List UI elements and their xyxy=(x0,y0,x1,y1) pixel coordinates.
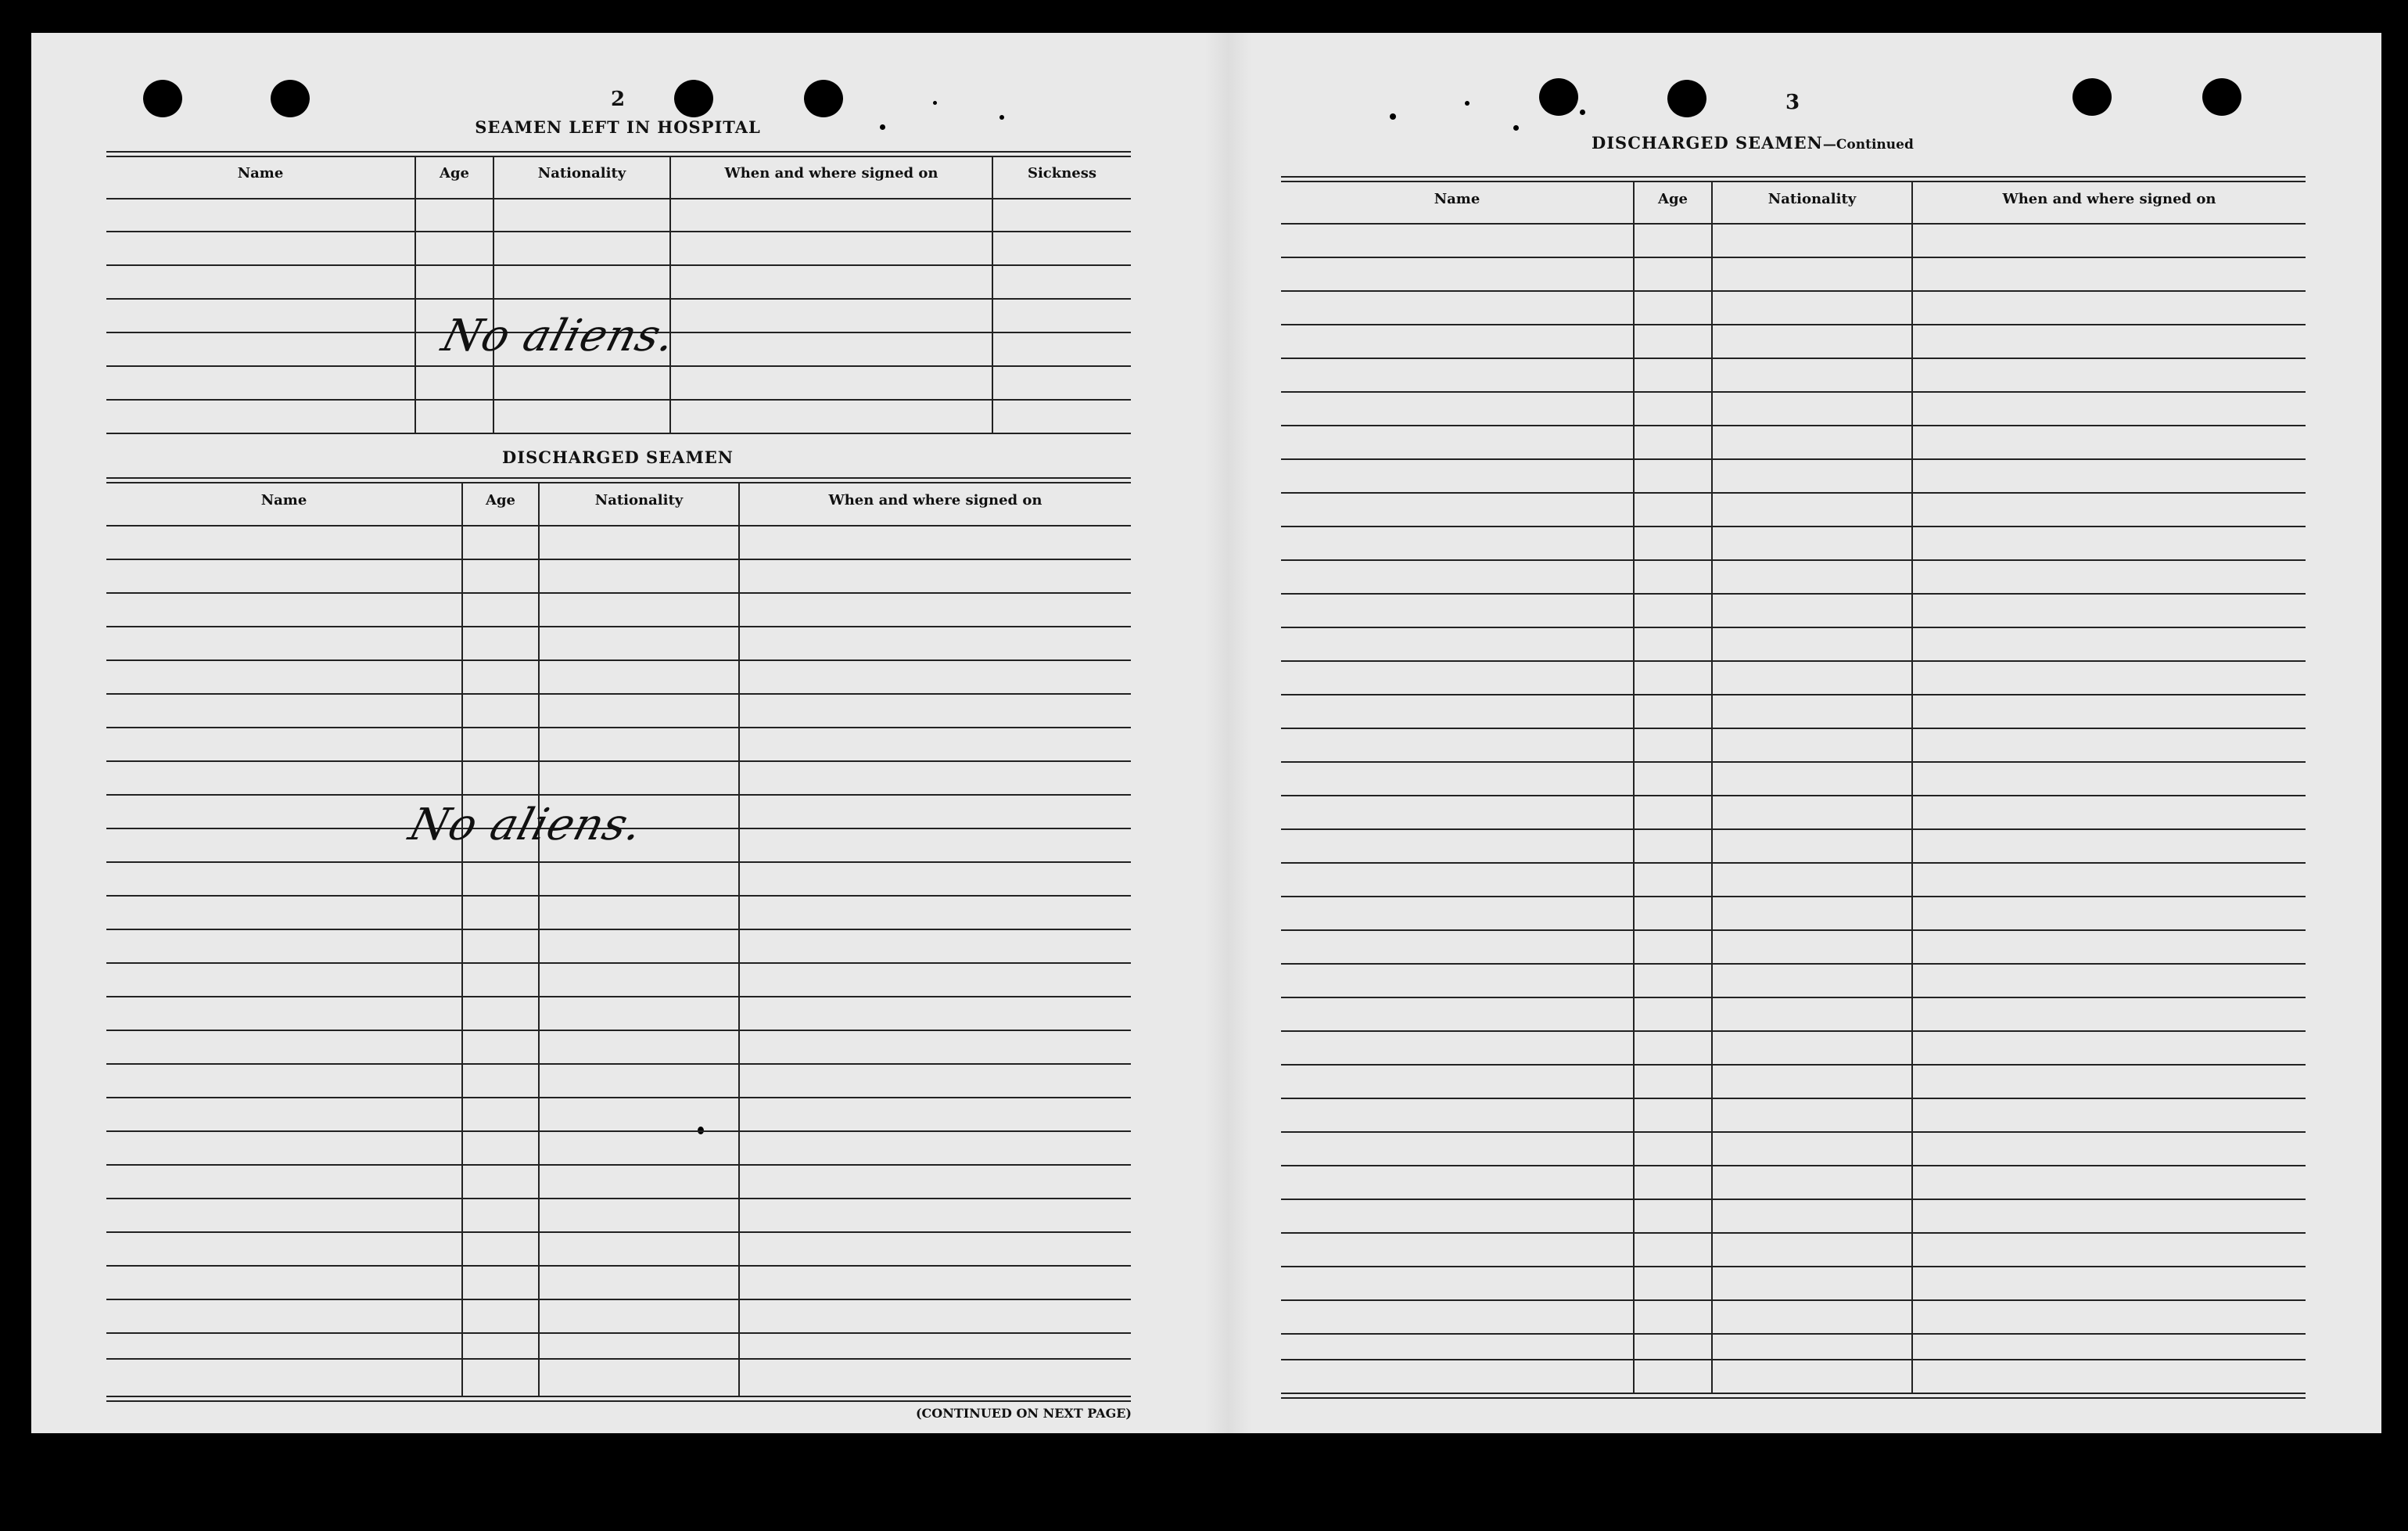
table-rule xyxy=(1281,828,2306,830)
column-divider xyxy=(493,156,494,434)
continued-suffix: —Continued xyxy=(1822,137,1914,153)
table-rule xyxy=(106,482,1131,483)
table-rule xyxy=(106,399,1131,401)
table-rule xyxy=(106,156,1131,157)
table-rule xyxy=(106,1400,1131,1402)
punch-hole xyxy=(674,80,713,117)
table-rule xyxy=(106,760,1131,762)
column-divider xyxy=(738,482,740,1396)
table-rule xyxy=(106,231,1131,232)
table-rule xyxy=(1281,627,2306,628)
table-rule xyxy=(106,1030,1131,1031)
table-rule xyxy=(1281,728,2306,729)
table-rule xyxy=(1281,1030,2306,1032)
table-rule xyxy=(106,659,1131,661)
column-header-age: Age xyxy=(1657,191,1688,207)
ink-speck xyxy=(1390,113,1396,120)
column-divider xyxy=(1711,181,1713,1393)
punch-hole xyxy=(1667,80,1706,117)
ink-speck xyxy=(1513,125,1519,131)
column-divider xyxy=(538,482,540,1396)
table-rule xyxy=(106,861,1131,863)
table-rule xyxy=(106,693,1131,695)
table-rule xyxy=(1281,257,2306,258)
column-header-name: Name xyxy=(260,492,307,509)
punch-hole xyxy=(271,80,310,117)
table-rule xyxy=(1281,660,2306,662)
table-rule xyxy=(1281,929,2306,931)
table-rule xyxy=(1281,458,2306,460)
table-rule xyxy=(106,559,1131,560)
table-rule xyxy=(1281,795,2306,796)
table-rule xyxy=(1281,694,2306,695)
table-rule xyxy=(106,1063,1131,1065)
column-header-signed-on: When and where signed on xyxy=(828,492,1043,509)
ink-speck xyxy=(1465,101,1470,106)
table-rule xyxy=(1281,963,2306,965)
table-rule xyxy=(1281,1299,2306,1301)
column-divider xyxy=(1633,181,1635,1393)
table-rule xyxy=(106,264,1131,266)
table-rule xyxy=(1281,176,2306,178)
column-header-signed-on: When and where signed on xyxy=(724,165,938,181)
column-divider xyxy=(669,156,671,434)
page-fold xyxy=(1204,33,1251,1433)
table-rule xyxy=(106,1358,1131,1360)
table-rule xyxy=(1281,358,2306,359)
table-rule xyxy=(106,962,1131,964)
table-rule xyxy=(1281,324,2306,325)
table-rule xyxy=(106,151,1131,153)
ink-speck xyxy=(933,101,937,105)
column-divider xyxy=(414,156,416,434)
column-divider xyxy=(1911,181,1913,1393)
column-header-signed-on: When and where signed on xyxy=(2002,191,2216,207)
table-rule xyxy=(106,1198,1131,1199)
punch-hole xyxy=(2202,78,2241,116)
table-rule xyxy=(106,1332,1131,1334)
table-rule xyxy=(1281,223,2306,225)
discharged-title-text: DISCHARGED SEAMEN xyxy=(1592,133,1823,153)
table-rule xyxy=(106,365,1131,367)
table-rule xyxy=(106,477,1131,479)
table-rule xyxy=(1281,1393,2306,1394)
column-header-nationality: Nationality xyxy=(537,165,626,181)
table-rule xyxy=(106,1299,1131,1300)
table-rule xyxy=(1281,181,2306,182)
table-rule xyxy=(1281,1131,2306,1133)
page-number-left: 2 xyxy=(611,88,626,111)
punch-hole xyxy=(1539,78,1578,116)
table-rule xyxy=(106,996,1131,997)
table-rule xyxy=(106,626,1131,627)
table-rule xyxy=(106,727,1131,728)
table-rule xyxy=(1281,526,2306,527)
column-header-nationality: Nationality xyxy=(594,492,684,509)
table-rule xyxy=(106,895,1131,897)
hospital-section-title: SEAMEN LEFT IN HOSPITAL xyxy=(475,117,761,137)
continued-note: (CONTINUED ON NEXT PAGE) xyxy=(915,1406,1132,1421)
table-rule xyxy=(1281,1397,2306,1399)
table-rule xyxy=(1281,425,2306,426)
table-rule xyxy=(1281,1232,2306,1234)
table-rule xyxy=(1281,1098,2306,1099)
table-rule xyxy=(106,298,1131,300)
table-rule xyxy=(1281,290,2306,292)
document-sheet xyxy=(31,33,2381,1433)
table-rule xyxy=(1281,1333,2306,1335)
ink-speck xyxy=(1580,110,1585,115)
table-rule xyxy=(106,794,1131,796)
table-rule xyxy=(106,433,1131,434)
table-rule xyxy=(1281,761,2306,763)
column-header-sickness: Sickness xyxy=(1027,165,1097,181)
ink-speck xyxy=(880,124,885,130)
table-rule xyxy=(106,1164,1131,1166)
table-rule xyxy=(106,929,1131,930)
table-rule xyxy=(106,1265,1131,1267)
table-rule xyxy=(1281,862,2306,864)
column-header-nationality: Nationality xyxy=(1767,191,1857,207)
table-rule xyxy=(1281,1359,2306,1360)
page-number-right: 3 xyxy=(1785,91,1800,114)
table-rule xyxy=(1281,492,2306,494)
table-rule xyxy=(1281,391,2306,393)
table-rule xyxy=(1281,1064,2306,1066)
table-rule xyxy=(106,1130,1131,1132)
table-rule xyxy=(106,592,1131,594)
punch-hole xyxy=(804,80,843,117)
column-header-name: Name xyxy=(237,165,284,181)
column-header-age: Age xyxy=(439,165,469,181)
handwritten-note: No aliens. xyxy=(436,311,682,361)
discharged-section-title: DISCHARGED SEAMEN xyxy=(502,447,734,467)
table-rule xyxy=(106,1097,1131,1098)
table-rule xyxy=(1281,559,2306,561)
table-rule xyxy=(1281,997,2306,998)
table-rule xyxy=(1281,896,2306,897)
column-divider xyxy=(992,156,993,434)
column-divider xyxy=(461,482,463,1396)
column-header-age: Age xyxy=(485,492,515,509)
table-rule xyxy=(106,198,1131,199)
punch-hole xyxy=(143,80,182,117)
table-rule xyxy=(1281,1266,2306,1267)
table-rule xyxy=(106,1396,1131,1397)
column-header-name: Name xyxy=(1434,191,1480,207)
table-rule xyxy=(106,1231,1131,1233)
punch-hole xyxy=(2072,78,2112,116)
table-rule xyxy=(106,525,1131,527)
table-rule xyxy=(1281,593,2306,595)
ink-speck xyxy=(999,115,1004,120)
table-rule xyxy=(1281,1165,2306,1166)
discharged-continued-title xyxy=(1592,133,1998,153)
table-rule xyxy=(1281,1199,2306,1200)
handwritten-note: No aliens. xyxy=(404,800,649,850)
